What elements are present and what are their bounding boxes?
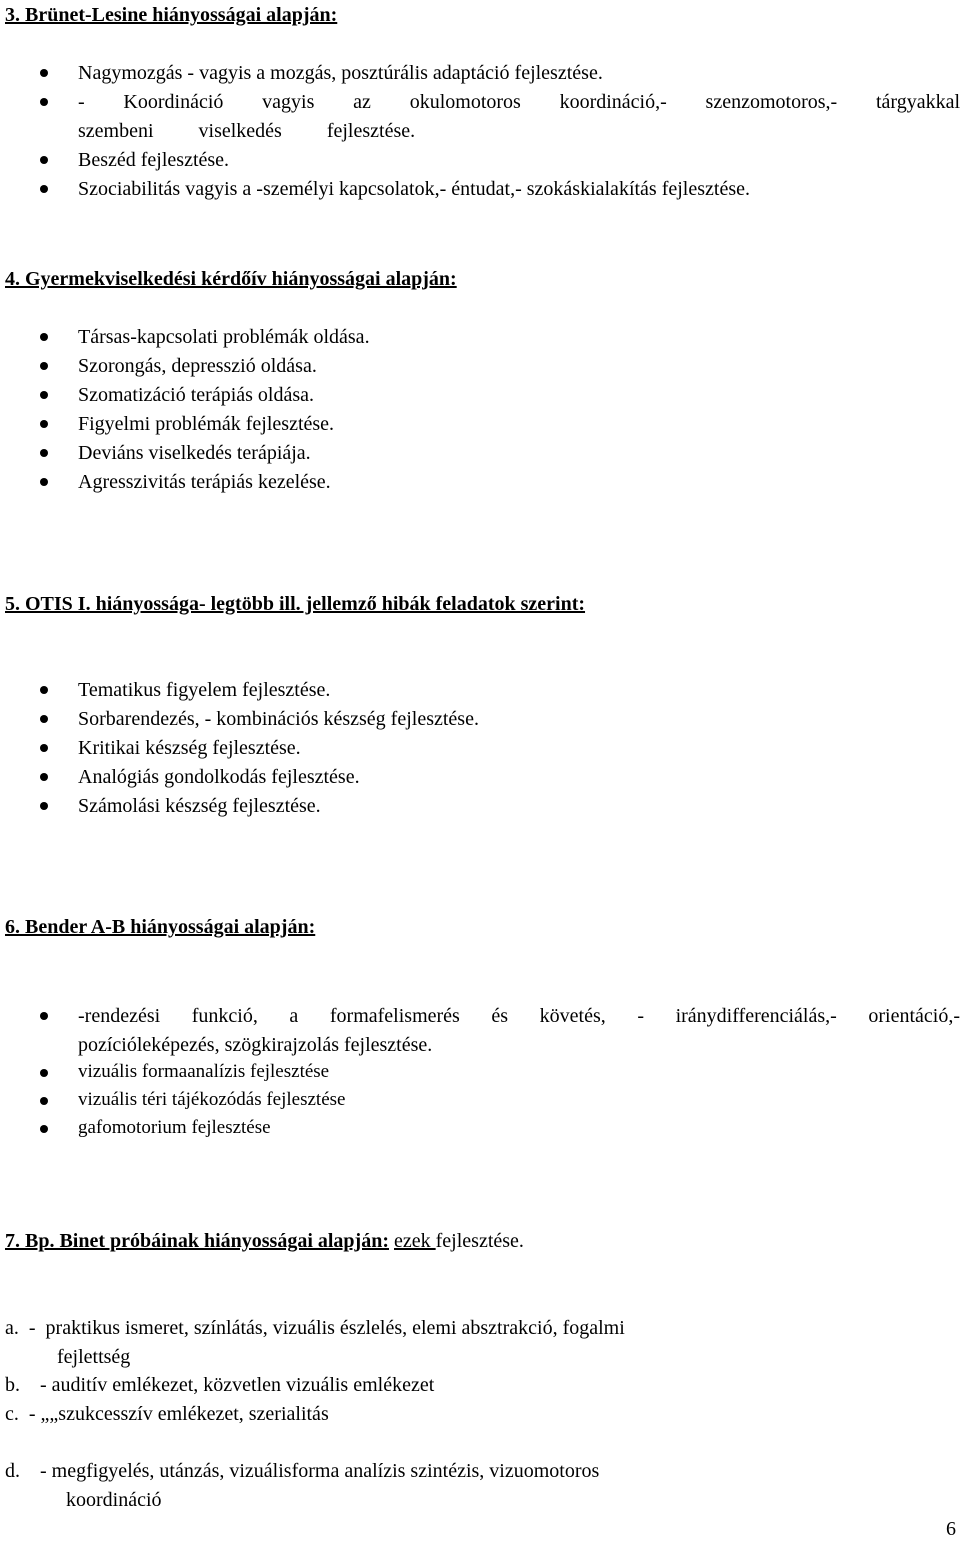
list-item-line: - Koordináció vagyis az okulomotoros koordináció,- szenzomotoros,- tárgyakkal xyxy=(78,91,960,113)
lettered-item-a: a. - praktikus ismeret, színlátás, vizuális észlelés, elemi absztrakció, fogalmi xyxy=(5,1317,625,1339)
bullet-icon xyxy=(40,420,48,428)
lettered-item-b: b. - auditív emlékezet, közvetlen vizuális emlékezet xyxy=(5,1374,435,1396)
section-7-heading xyxy=(5,1229,524,1253)
bullet-icon xyxy=(40,98,48,106)
bullet-icon xyxy=(40,333,48,341)
bullet-icon xyxy=(40,478,48,486)
list-item: Figyelmi problémák fejlesztése. xyxy=(78,413,335,435)
list-item-line: pozícióleképezés, szögkirajzolás fejlesztése. xyxy=(78,1034,433,1056)
list-item: Analógiás gondolkodás fejlesztése. xyxy=(78,766,360,788)
bullet-icon xyxy=(40,449,48,457)
section-6-heading: 6. Bender A-B hiányosságai alapján: xyxy=(5,916,316,938)
list-item: Társas-kapcsolati problémák oldása. xyxy=(78,326,370,348)
bullet-icon xyxy=(40,802,48,810)
list-item: vizuális téri tájékozódás fejlesztése xyxy=(78,1089,346,1110)
bullet-icon xyxy=(40,1069,48,1077)
lettered-item-c: c. - „„szukcesszív emlékezet, szerialitás xyxy=(5,1403,329,1425)
list-item: Agresszivitás terápiás kezelése. xyxy=(78,471,331,493)
section-5-heading: 5. OTIS I. hiányossága- legtöbb ill. jellemző hibák feladatok szerint: xyxy=(5,593,586,615)
bullet-icon xyxy=(40,69,48,77)
list-item: Tematikus figyelem fejlesztése. xyxy=(78,679,331,701)
bullet-icon xyxy=(40,1097,48,1105)
section-4-heading: 4. Gyermekviselkedési kérdőív hiányosságai alapján: xyxy=(5,268,457,290)
lettered-item-d: d. - megfigyelés, utánzás, vizuálisforma analízis szintézis, vizuomotoros xyxy=(5,1460,600,1482)
list-item: Szomatizáció terápiás oldása. xyxy=(78,384,315,406)
list-item: gafomotorium fejlesztése xyxy=(78,1117,271,1138)
section-7-heading-bold: 7. Bp. Binet próbáinak hiányosságai alapján: xyxy=(5,1230,389,1252)
section-7-heading-underlined: ezek xyxy=(394,1230,436,1252)
bullet-icon xyxy=(40,156,48,164)
lettered-item-d-continued: koordináció xyxy=(66,1489,162,1511)
list-item: Nagymozgás - vagyis a mozgás, posztúrális adaptáció fejlesztése. xyxy=(78,62,603,84)
list-item: Szociabilitás vagyis a -személyi kapcsolatok,- éntudat,- szokáskialakítás fejlesztése. xyxy=(78,178,750,200)
list-item: Deviáns viselkedés terápiája. xyxy=(78,442,311,464)
page-number: 6 xyxy=(946,1518,956,1540)
list-item: Sorbarendezés, - kombinációs készség fejlesztése. xyxy=(78,708,479,730)
bullet-icon xyxy=(40,391,48,399)
bullet-icon xyxy=(40,1125,48,1133)
lettered-item-a-continued: fejlettség xyxy=(57,1346,131,1368)
bullet-icon xyxy=(40,773,48,781)
bullet-icon xyxy=(40,1012,48,1020)
list-item: Szorongás, depresszió oldása. xyxy=(78,355,317,377)
bullet-icon xyxy=(40,686,48,694)
bullet-icon xyxy=(40,362,48,370)
section-3-heading: 3. Brünet-Lesine hiányosságai alapján: xyxy=(5,4,338,26)
list-item: Beszéd fejlesztése. xyxy=(78,149,230,171)
list-item-line: szembeni viselkedés fejlesztése. xyxy=(78,120,416,142)
bullet-icon xyxy=(40,185,48,193)
list-item: vizuális formaanalízis fejlesztése xyxy=(78,1061,330,1082)
bullet-icon xyxy=(40,744,48,752)
list-item: Kritikai készség fejlesztése. xyxy=(78,737,301,759)
list-item: Számolási készség fejlesztése. xyxy=(78,795,321,817)
section-7-heading-rest: fejlesztése. xyxy=(435,1230,524,1252)
list-item-line: -rendezési funkció, a formafelismerés és követés, - iránydifferenciálás,- orientáció,- xyxy=(78,1005,960,1027)
bullet-icon xyxy=(40,715,48,723)
